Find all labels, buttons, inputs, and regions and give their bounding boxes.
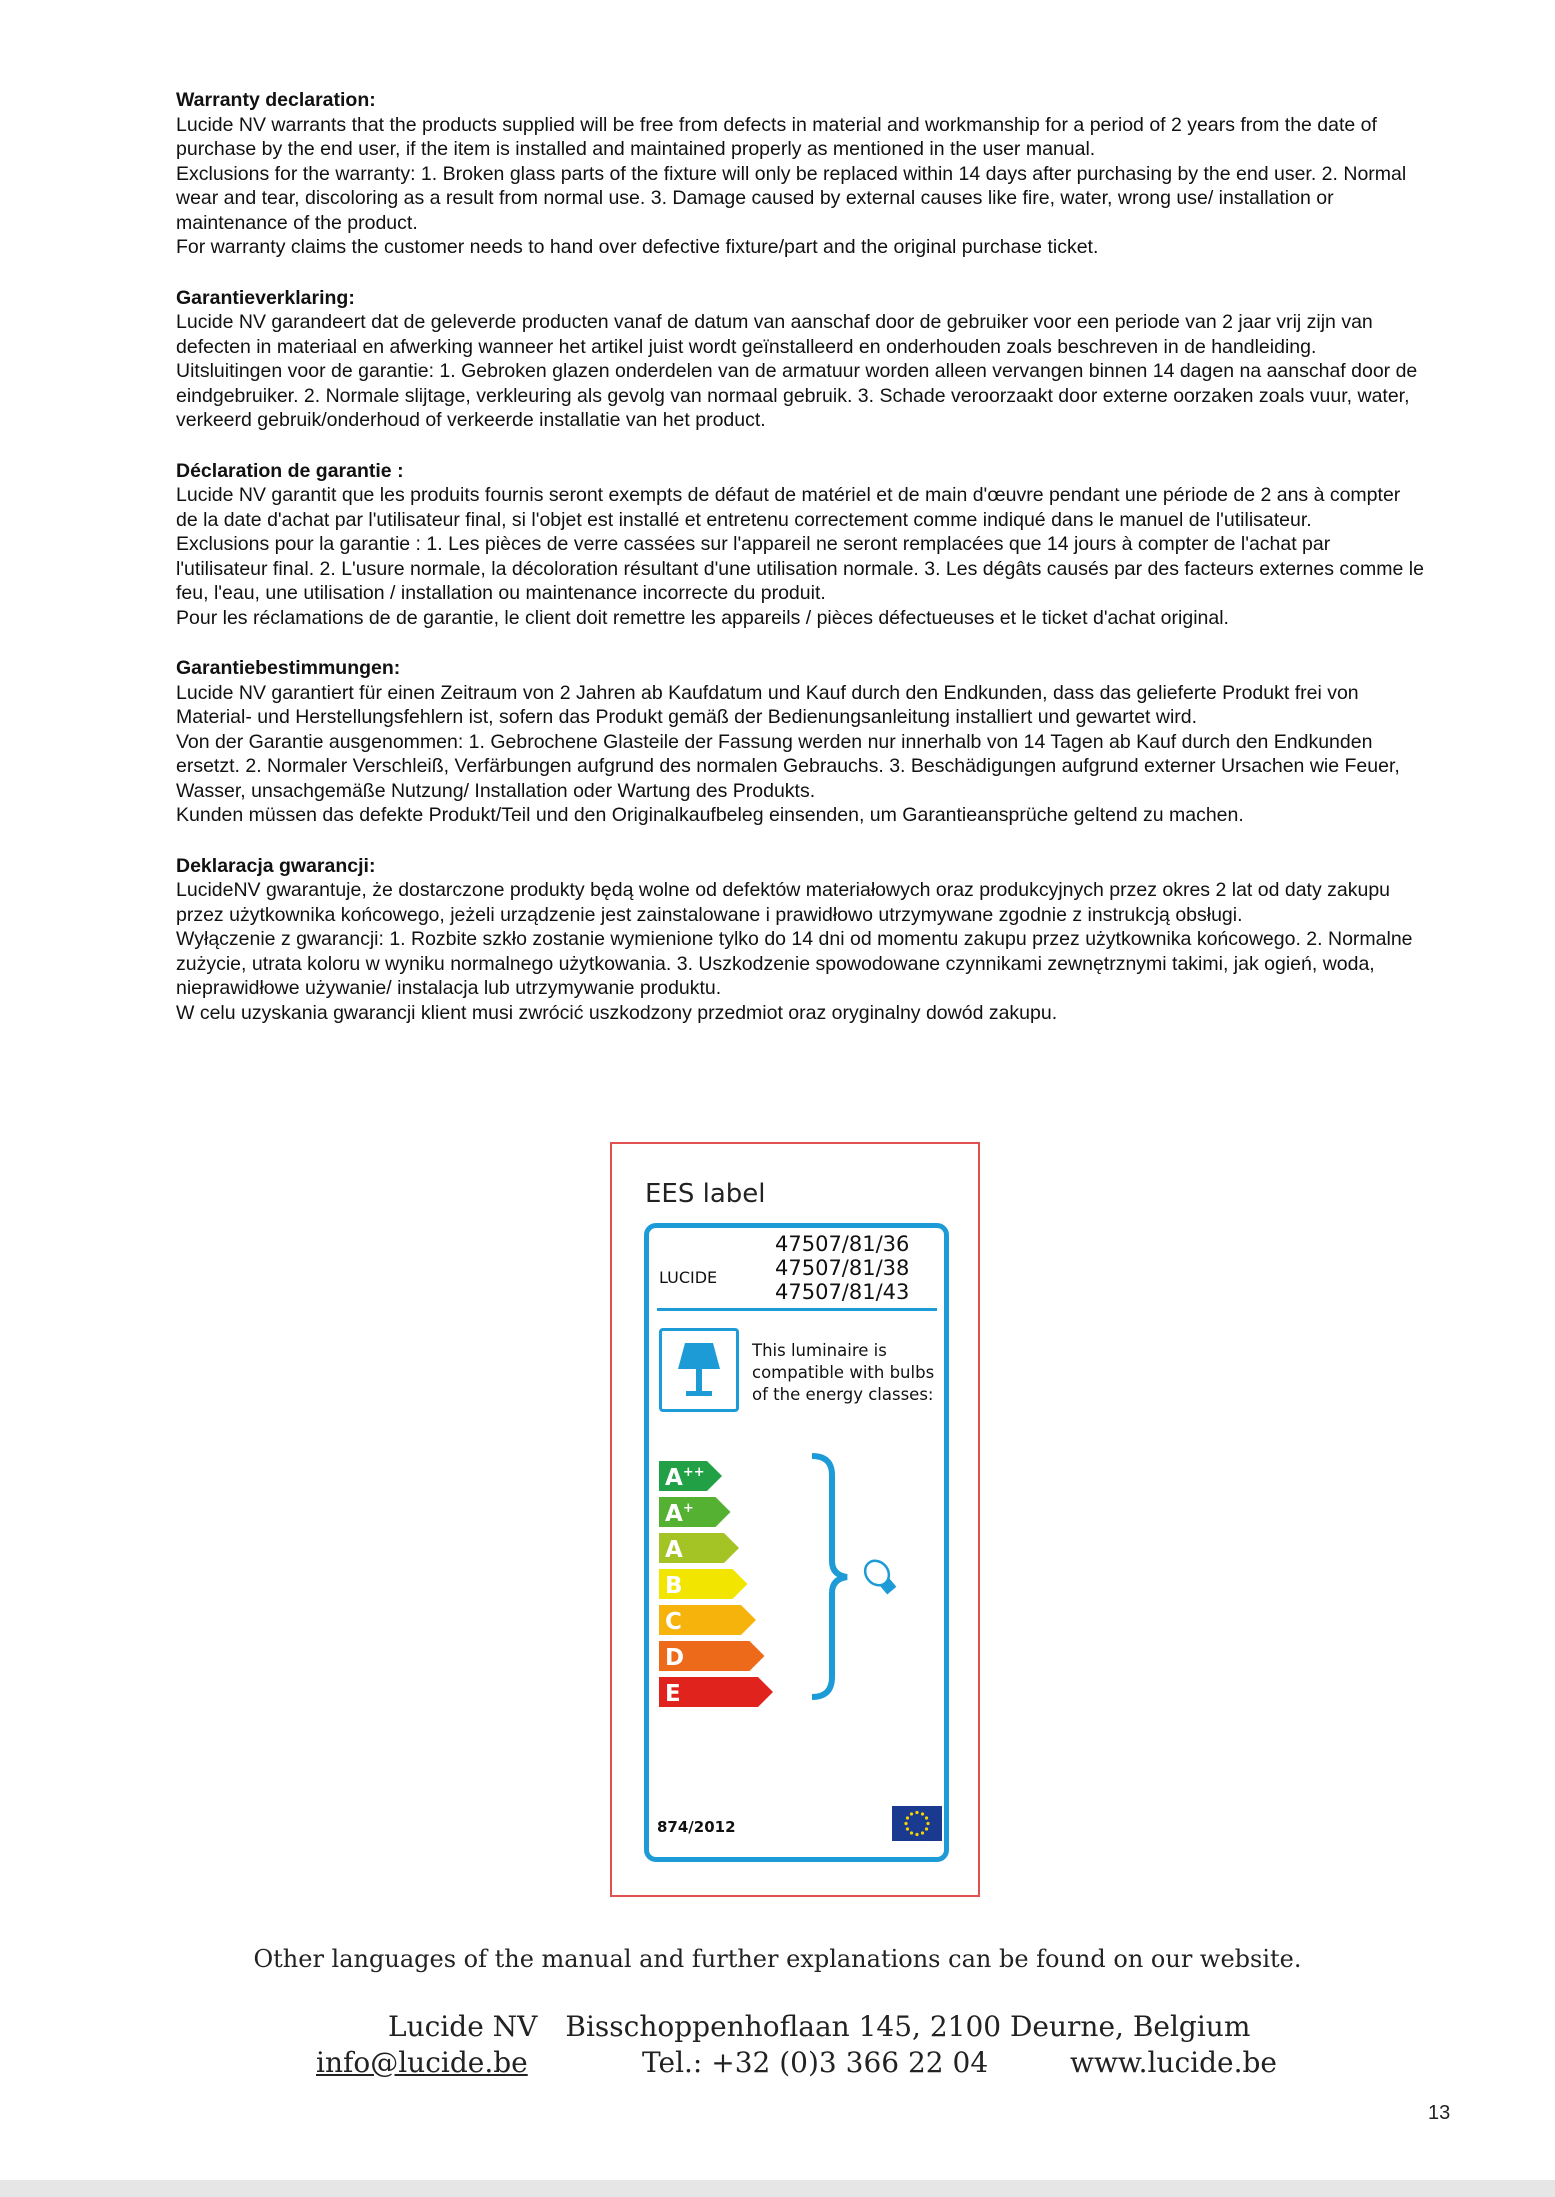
bulb-icon: [860, 1556, 900, 1598]
section-paragraph: W celu uzyskania gwarancji klient musi zwrócić uszkodzony przedmiot oraz oryginalny dowód zakupu.: [176, 1001, 1058, 1024]
ees-label-card: [644, 1223, 949, 1862]
footer-note: Other languages of the manual and further explanations can be found on our website.: [253, 1945, 1302, 1973]
energy-class-arrow: [659, 1533, 739, 1563]
section-paragraph: Lucide NV warrants that the products supplied will be free from defects in material and workmanship for a period of 2 years from the date of purchase by the end user, if the item is installed and maintained properly as mentioned in the user manual.: [176, 113, 1377, 160]
energy-class-arrow: [659, 1677, 773, 1707]
ees-label-frame: [610, 1142, 980, 1897]
energy-class-arrow: [659, 1605, 756, 1635]
ees-model-numbers: [775, 1232, 909, 1304]
section-paragraph: Exclusions for the warranty: 1. Broken glass parts of the fixture will only be replaced within 14 days after purchasing by the end user. 2. Normal wear and tear, discoloring as a result from normal use. 3. Damage caused by external causes like fire, water, wrong use/ installation or maintenance of the product.: [176, 162, 1407, 234]
warranty-text: [176, 88, 1426, 1051]
section-heading: Déclaration de garantie :: [176, 459, 404, 482]
energy-class-label: D: [665, 1645, 685, 1671]
section-paragraph: Von der Garantie ausgenommen: 1. Gebrochene Glasteile der Fassung werden nur innerhalb von 14 Tagen ab Kauf durch den Endkunden ersetzt. 2. Normaler Verschleiß, Verfärbungen aufgrund des normalen Gebrauchs. 3. Beschädigungen aufgrund externer Ursachen wie Feuer, Wasser, unsachgemäße Nutzung/ Installation oder Wartung des Produkts.: [176, 730, 1400, 802]
section-paragraph: Uitsluitingen voor de garantie: 1. Gebroken glazen onderdelen van de armatuur worden alleen vervangen binnen 14 dagen na aanschaf door de eindgebruiker. 2. Normale slijtage, verkleuring als gevolg van normaal gebruik. 3. Schade veroorzaakt door externe oorzaken zoals vuur, water, verkeerd gebruik/onderhoud of verkeerde installatie van het product.: [176, 360, 1418, 431]
warranty-section-pl: [176, 854, 1426, 1026]
ees-label-title: EES label: [645, 1179, 766, 1209]
energy-class-scale: [657, 1453, 947, 1713]
section-paragraph: Lucide NV garantiert für einen Zeitraum von 2 Jahren ab Kaufdatum und Kauf durch den Endkunden, dass das gelieferte Produkt frei von Material- und Herstellungsfehlern ist, sofern das Produkt gemäß der Bedienungsanleitung installiert und gewartet wird.: [176, 681, 1359, 728]
street-address: Bisschoppenhoflaan 145, 2100 Deurne, Belgium: [565, 2010, 1251, 2043]
energy-class-label: A++: [665, 1465, 705, 1491]
energy-class-label: A: [665, 1537, 683, 1563]
email-link[interactable]: info@lucide.be: [316, 2046, 528, 2079]
company-name: Lucide NV: [388, 2010, 538, 2043]
company-address: [388, 2010, 1250, 2043]
ees-brand: LUCIDE: [659, 1268, 718, 1287]
energy-class-label: B: [665, 1573, 683, 1599]
model-number: 47507/81/38: [775, 1256, 910, 1280]
energy-class-label: A+: [665, 1501, 694, 1527]
section-paragraph: Exclusions pour la garantie : 1. Les pièces de verre cassées sur l'appareil ne seront remplacées que 14 jours à compter de l'achat par l'utilisateur final. 2. L'usure normale, la décoloration résultant d'une utilisation normale. 3. Les dégâts causés par des facteurs externes comme le feu, l'eau, une utilisation / installation ou maintenance incorrecte du produit.: [176, 533, 1424, 604]
compatibility-bracket: [812, 1456, 847, 1697]
section-heading: Garantiebestimmungen:: [176, 657, 401, 679]
section-paragraph: Lucide NV garantit que les produits fournis seront exempts de défaut de matériel et de main d'œuvre pendant une période de 2 ans à compter de la date d'achat par l'utilisateur final, si l'objet est installé et entretenu correctement comme indiqué dans le manuel de l'utilisateur.: [176, 484, 1401, 531]
section-heading: Garantieverklaring:: [176, 286, 355, 309]
energy-class-arrow: [659, 1461, 722, 1491]
section-heading: Warranty declaration:: [176, 89, 376, 111]
eu-flag-icon: [892, 1806, 942, 1841]
section-paragraph: Pour les réclamations de de garantie, le client doit remettre les appareils / pièces défectueuses et le ticket d'achat original.: [176, 606, 1229, 629]
page-number: 13: [1428, 2102, 1451, 2124]
energy-class-label: C: [665, 1609, 682, 1635]
energy-class-arrow: [659, 1641, 765, 1671]
page-bottom-band: [0, 2180, 1555, 2197]
phone-number: Tel.: +32 (0)3 366 22 04: [642, 2046, 989, 2079]
section-paragraph: Kunden müssen das defekte Produkt/Teil und den Originalkaufbeleg einsenden, um Garantieansprüche geltend zu machen.: [176, 804, 1244, 826]
section-paragraph: LucideNV gwarantuje, że dostarczone produkty będą wolne od defektów materiałowych oraz produkcyjnych przez okres 2 lat od daty zakupu przez użytkownika końcowego, jeżeli urządzenie jest zainstalowane i prawidłowo utrzymywane zgodnie z instrukcją obsługi.: [176, 879, 1391, 926]
model-number: 47507/81/36: [775, 1232, 910, 1256]
luminaire-icon: [659, 1328, 739, 1412]
website-link[interactable]: www.lucide.be: [1070, 2046, 1277, 2079]
energy-class-label: E: [665, 1681, 681, 1707]
regulation-number: 874/2012: [657, 1818, 736, 1836]
section-paragraph: For warranty claims the customer needs to hand over defective fixture/part and the original purchase ticket.: [176, 236, 1099, 258]
ees-divider: [657, 1308, 937, 1311]
warranty-section-en: [176, 88, 1426, 260]
section-paragraph: Wyłączenie z gwarancji: 1. Rozbite szkło zostanie wymienione tylko do 14 dni od momentu zakupu przez użytkownika końcowego. 2. Normalne zużycie, utrata koloru w wyniku normalnego użytkowania. 3. Uszkodzenie spowodowane czynnikami zewnętrznymi takimi, jak ogień, woda, nieprawidłowe używanie/ instalacja lub utrzymywanie produktu.: [176, 928, 1413, 999]
compatibility-text: This luminaire is compatible with bulbs of the energy classes:: [752, 1341, 935, 1404]
energy-class-arrow: [659, 1569, 748, 1599]
warranty-section-nl: [176, 286, 1426, 433]
energy-class-arrow: [659, 1497, 731, 1527]
warranty-section-fr: [176, 459, 1426, 631]
warranty-section-de: [176, 656, 1426, 828]
section-paragraph: Lucide NV garandeert dat de geleverde producten vanaf de datum van aanschaf door de gebruiker voor een periode van 2 jaar vrij zijn van defecten in materiaal en afwerking wanneer het artikel juist wordt geïnstalleerd en onderhouden zoals beschreven in de handleiding.: [176, 311, 1373, 358]
section-heading: Deklaracja gwarancji:: [176, 854, 376, 877]
model-number: 47507/81/43: [775, 1280, 910, 1304]
